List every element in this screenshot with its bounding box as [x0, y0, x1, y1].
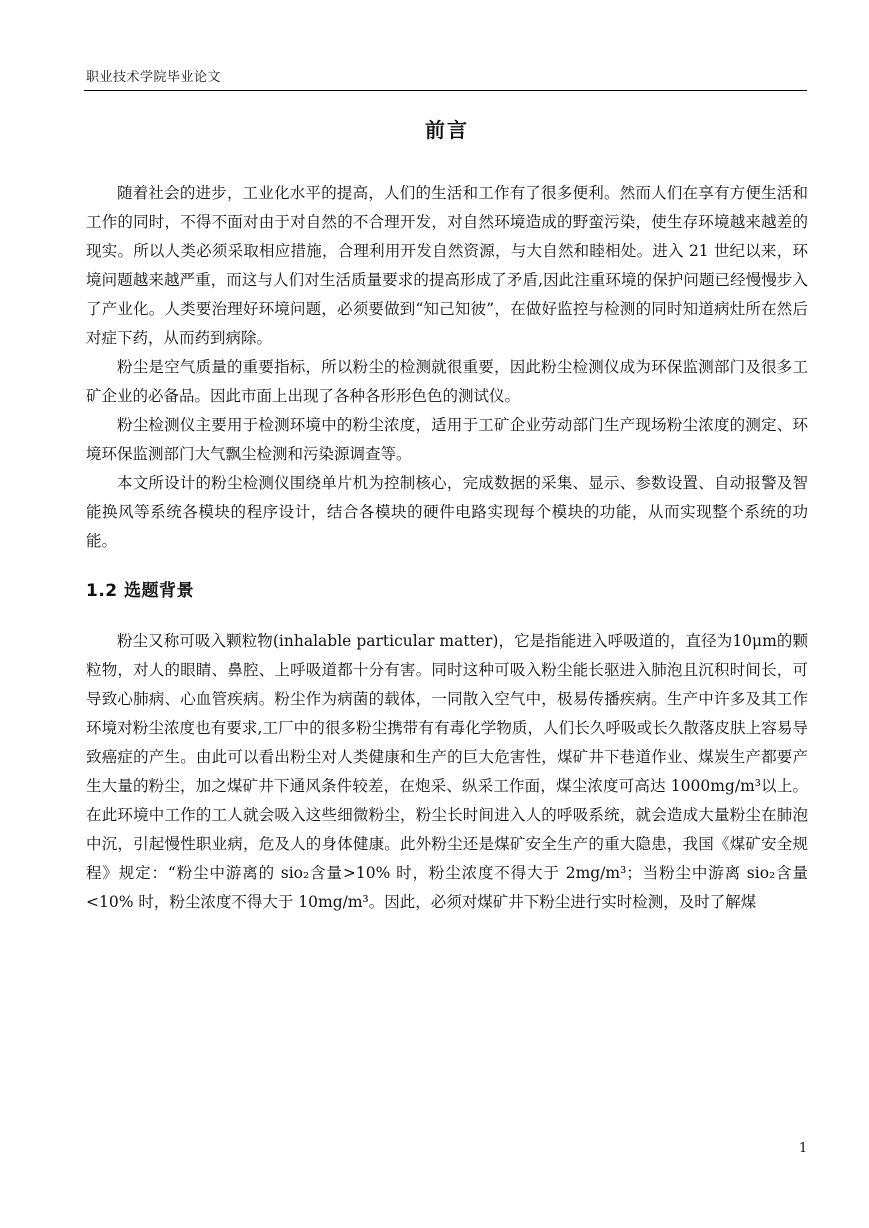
intro-paragraph: 粉尘检测仪主要用于检测环境中的粉尘浓度，适用于工矿企业劳动部门生产现场粉尘浓度的测定、环境环保监测部门大气飘尘检测和污染源调查等。 — [86, 416, 808, 463]
intro-paragraph: 随着社会的进步，工业化水平的提高，人们的生活和工作有了很多便利。然而人们在享有方便生活和工作的同时，不得不面对由于对自然的不合理开发，对自然环境造成的野蛮污染，使生存环境越来越差的现实。所以人类必须采取相应措施，合理利用开发自然资源，与大自然和睦相处。进入 21 世纪以来，环境问题越来越严重，而这与人们对生活质量要求的提高形成了矛盾,因此注重环境的保护问题已经慢慢步入了产业化。人类要治理好环境问题，必须要做到“知己知彼”，在做好监控与检测的同时知道病灶所在然后对症下药，从而药到病除。 — [86, 184, 808, 347]
page-title: 前言 — [425, 118, 469, 142]
section-paragraph: 粉尘又称可吸入颗粒物(inhalable particular matter)，它是指能进入呼吸道的，直径为10μm的颗粒物，对人的眼睛、鼻腔、上呼吸道都十分有害。同时这种可吸入粉尘能长驱进入肺泡且沉积时间长，可导致心肺病、心血管疾病。粉尘作为病菌的载体，一同散入空气中，极易传播疾病。生产中许多及其工作环境对粉尘浓度也有要求,工厂中的很多粉尘携带有有毒化学物质，人们长久呼吸或长久散落皮肤上容易导致癌症的产生。由此可以看出粉尘对人类健康和生产的巨大危害性，煤矿井下巷道作业、煤炭生产都要产生大量的粉尘，加之煤矿井下通风条件较差，在炮采、纵采工作面，煤尘浓度可高达 1000mg/m³以上。在此环境中工作的工人就会吸入这些细微粉尘，粉尘长时间进入人的呼吸系统，就会造成大量粉尘在肺泡中沉，引起慢性职业病，危及人的身体健康。此外粉尘还是煤矿安全生产的重大隐患，我国《煤矿安全规程》规定：“粉尘中游离的 sio₂含量>10% 时，粉尘浓度不得大于 2mg/m³；当粉尘中游离 sio₂含量<10% 时，粉尘浓度不得大于 10mg/m³。因此，必须对煤矿井下粉尘进行实时检测，及时了解煤 — [86, 632, 808, 911]
running-header: 职业技术学院毕业论文 — [86, 70, 222, 85]
header-divider — [84, 90, 807, 91]
section-heading: 1.2 选题背景 — [86, 581, 195, 601]
intro-paragraph: 本文所设计的粉尘检测仪围绕单片机为控制核心，完成数据的采集、显示、参数设置、自动报警及智能换风等系统各模块的程序设计，结合各模块的硬件电路实现每个模块的功能，从而实现整个系统的功能。 — [86, 474, 808, 550]
page-body — [86, 114, 808, 917]
page-number: 1 — [799, 1141, 808, 1156]
intro-paragraph: 粉尘是空气质量的重要指标，所以粉尘的检测就很重要，因此粉尘检测仪成为环保监测部门及很多工矿企业的必备品。因此市面上出现了各种各形形色色的测试仪。 — [86, 358, 808, 405]
